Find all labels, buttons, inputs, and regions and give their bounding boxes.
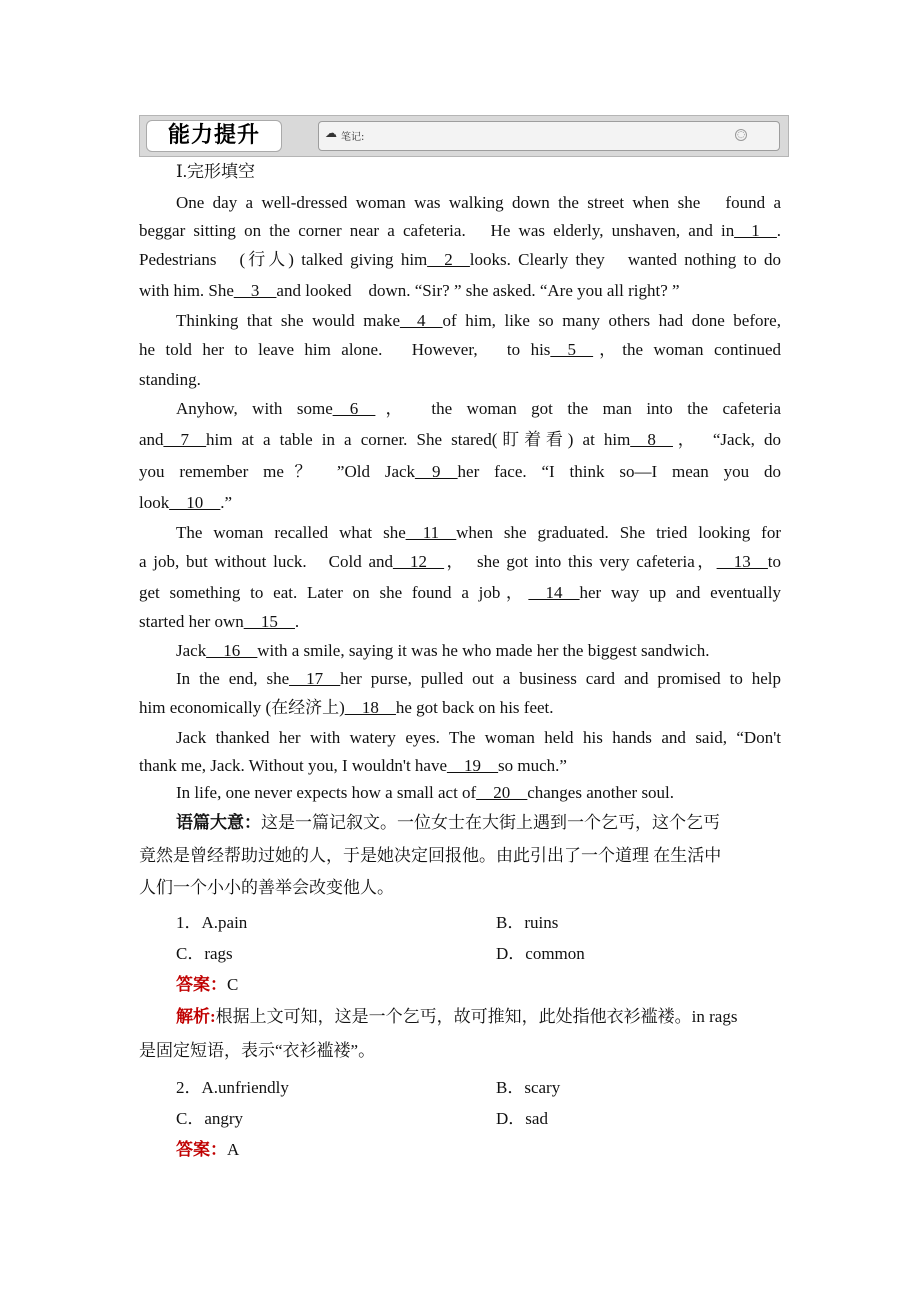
banner-title: 能力提升: [146, 120, 282, 152]
circle-icon: ◌: [735, 129, 747, 141]
passage-line: him economically (在经济上)__18__he got back on his feet.: [139, 698, 554, 717]
blank-8: __8__: [630, 430, 673, 449]
blank-18: __18__: [344, 698, 396, 717]
summary-label: 语篇大意：: [176, 813, 261, 832]
passage-line: he told her to leave him alone. However, to his__5__，the woman continued: [139, 340, 781, 359]
passage-line: look__10__.”: [139, 493, 233, 512]
passage-line: beggar sitting on the corner near a cafeteria. He was elderly, unshaven, and in__1__.: [139, 221, 781, 240]
passage-line: Thinking that she would make__4__of him, like so many others had done before,: [176, 311, 781, 330]
blank-2: __2__: [427, 250, 470, 269]
summary-line: 人们一个小小的善举会改变他人。: [139, 878, 394, 897]
blank-13: __13__: [716, 552, 768, 571]
blank-19: __19__: [447, 756, 499, 775]
blank-16: __16__: [206, 641, 258, 660]
passage-line: Jack__16__with a smile, saying it was he who made her the biggest sandwich.: [176, 641, 710, 660]
section-banner: [139, 115, 789, 157]
summary-line: 语篇大意：这是一篇记叙文。一位女士在大街上遇到一个乞丐，这个乞丐: [176, 813, 720, 832]
blank-5: __5__: [550, 340, 593, 359]
passage-line: In life, one never expects how a small act of__20__changes another soul.: [176, 783, 675, 802]
blank-7: __7__: [163, 430, 207, 449]
answer-line: [176, 974, 238, 996]
passage-line: started her own__15__.: [139, 612, 300, 631]
option-a: 2．A.unfriendly: [176, 1078, 289, 1097]
blank-4: __4__: [400, 311, 443, 330]
blank-6: __6__: [332, 399, 376, 418]
blank-15: __15__: [243, 612, 295, 631]
option-a: 1．A.pain: [176, 913, 248, 932]
option-c: C．rags: [176, 944, 233, 963]
answer-label: 答案：: [176, 975, 227, 994]
answer-line: [176, 1139, 239, 1161]
answer-label: 答案：: [176, 1140, 227, 1159]
analysis-line: 解析:根据上文可知，这是一个乞丐，故可推知，此处指他衣衫褴褛。in rags: [176, 1007, 738, 1026]
blank-17: __17__: [289, 669, 341, 688]
option-d: D．sad: [496, 1109, 548, 1128]
passage-line: thank me, Jack. Without you, I wouldn't have__19__so much.”: [139, 756, 567, 775]
passage-line: Pedestrians (行人) talked giving him__2__looks. Clearly they wanted nothing to do: [139, 250, 782, 269]
passage-line: In the end, she__17__her purse, pulled out a business card and promised to help: [176, 669, 781, 688]
option-b: B．scary: [496, 1078, 561, 1097]
blank-9: __9__: [415, 462, 458, 481]
blank-14: __14__: [528, 583, 580, 602]
passage-line: The woman recalled what she__11__when she graduated. She tried looking for: [176, 523, 781, 542]
notes-label: 笔记:: [341, 132, 365, 143]
option-b: B．ruins: [496, 913, 559, 932]
passage-line: a job, but without luck. Cold and__12__， she got into this very cafeteria，__13__to: [139, 552, 781, 571]
summary-line: 竟然是曾经帮助过她的人，于是她决定回报他。由此引出了一个道理 在生活中: [139, 846, 722, 865]
answer-value: C: [227, 975, 239, 994]
passage-line: you remember me？ ”Old Jack__9__her face. “I think so—I mean you do: [139, 462, 781, 481]
blank-1: __1__: [734, 221, 777, 240]
passage-line: Anyhow, with some__6__， the woman got the man into the cafeteria: [176, 399, 781, 418]
blank-12: __12__: [393, 552, 444, 571]
passage-line: and__7__him at a table in a corner. She stared(盯着看) at him__8__， “Jack, do: [139, 430, 781, 449]
answer-value: A: [227, 1140, 240, 1159]
analysis-line: 是固定短语，表示“衣衫褴褛”。: [139, 1041, 376, 1060]
blank-3: __3__: [233, 281, 277, 300]
section-title: Ⅰ.完形填空: [176, 162, 255, 181]
passage-line: with him. She__3__and looked down. “Sir? ” she asked. “Are you all right? ”: [139, 281, 680, 300]
blank-10: __10__: [169, 493, 221, 512]
notes-box[interactable]: [318, 121, 780, 151]
passage-line: Jack thanked her with watery eyes. The woman held his hands and said, “Don't: [176, 728, 781, 747]
passage-line: standing.: [139, 370, 201, 389]
option-d: D．common: [496, 944, 585, 963]
passage-line: One day a well-dressed woman was walking down the street when she found a: [176, 193, 781, 212]
option-c: C．angry: [176, 1109, 244, 1128]
passage-line: get something to eat. Later on she found a job，__14__her way up and eventually: [139, 583, 781, 602]
blank-11: __11__: [405, 523, 457, 542]
cloud-icon: ☁: [325, 126, 337, 140]
analysis-label: 解析:: [176, 1007, 216, 1026]
blank-20: __20__: [476, 783, 528, 802]
